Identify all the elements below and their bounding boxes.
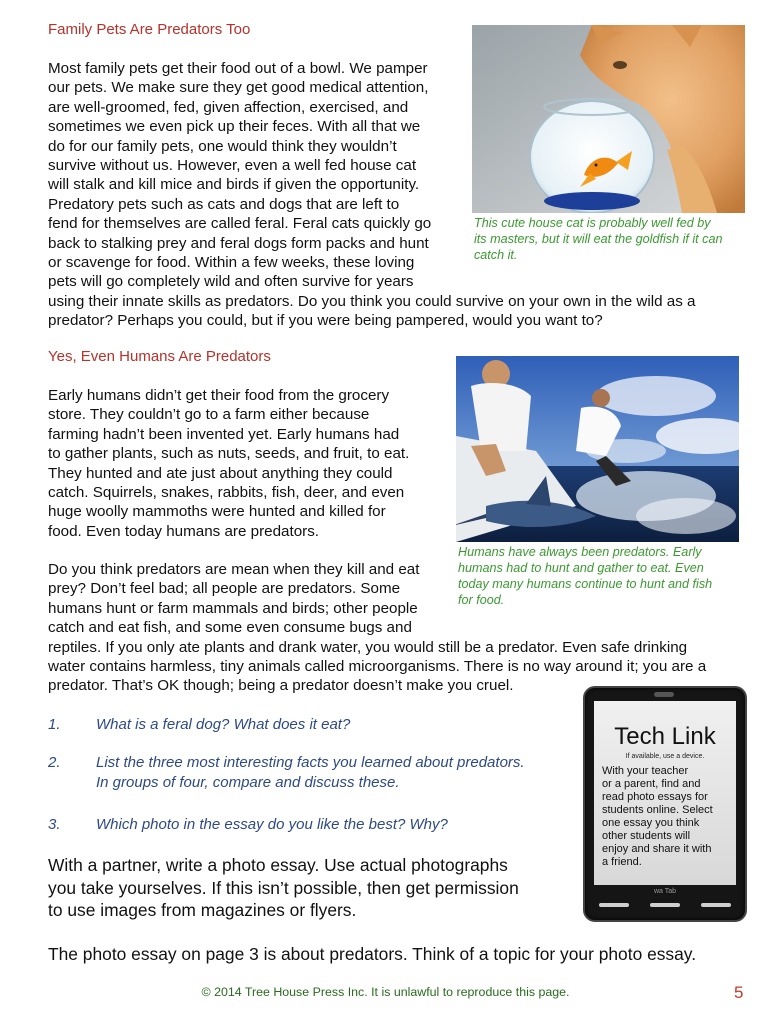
text-line: With a partner, write a photo essay. Use actual photographs	[48, 855, 508, 875]
text-line: do for our family pets, one would think they wouldn’t	[48, 137, 397, 155]
question-text: List the three most interesting facts you learned about predators.	[96, 754, 525, 771]
tablet-camera	[654, 692, 674, 697]
text-line: students online. Select	[602, 804, 713, 816]
text-line: you take yourselves. If this isn’t possible, then get permission	[48, 877, 519, 898]
page-number: 5	[734, 983, 744, 1002]
tablet-button-home	[650, 903, 680, 907]
tablet-button-left	[599, 903, 629, 907]
text-line: or a parent, find and	[602, 778, 701, 790]
text-line: other students will	[602, 830, 691, 842]
text-line: reptiles. If you only ate plants and drank water, you would still be a predator. Even safe drinking	[48, 638, 688, 656]
text-line: catch. Squirrels, snakes, rabbits, fish, deer, and even	[48, 484, 405, 502]
tech-link-title: Tech Link	[614, 723, 716, 750]
tablet-brand: wa Tab	[653, 888, 677, 895]
text-line: back to stalking prey and feral dogs form packs and hunt	[48, 234, 429, 252]
text-line: Early humans didn’t get their food from the grocery	[48, 387, 390, 404]
text-line: to use images from magazines or flyers.	[48, 900, 357, 920]
fishing-photo-caption	[458, 544, 712, 608]
activity-instructions	[48, 854, 568, 922]
caption-line: for food.	[458, 593, 505, 607]
cat-goldfish-photo	[472, 25, 745, 213]
text-line: our pets. We make sure they get good medical attention,	[48, 79, 429, 97]
closing-sentence: The photo essay on page 3 is about predators. Think of a topic for your photo essay.	[48, 944, 697, 964]
caption-line: today many humans continue to hunt and fish	[458, 577, 713, 591]
tablet-button-right	[701, 903, 731, 907]
text-line: using their innate skills as predators. Do you think you could survive on your own in the wild as a	[48, 292, 696, 310]
question-number: 1.	[48, 716, 61, 733]
question-number: 2.	[48, 754, 61, 771]
text-line: humans hunt or farm mammals and birds; other people	[48, 599, 418, 617]
section-heading-humans: Yes, Even Humans Are Predators	[48, 348, 271, 365]
question-text: In groups of four, compare and discuss these.	[96, 773, 400, 791]
text-line: water contains harmless, tiny animals called microorganisms. There is no way around it; you are a	[48, 658, 707, 676]
text-line: to gather plants, such as nuts, seeds, and fruit, to eat.	[48, 445, 410, 463]
text-line: farming hadn’t been invented yet. Early humans had	[48, 425, 400, 443]
copyright-footer: © 2014 Tree House Press Inc. It is unlawful to reproduce this page.	[201, 985, 570, 999]
text-line: With your teacher	[602, 765, 689, 777]
text-line: prey? Don’t feel bad; all people are predators. Some	[48, 580, 401, 598]
text-line: read photo essays for	[602, 791, 708, 803]
text-line: They hunted and ate just about anything they could	[48, 464, 393, 482]
caption-line: its masters, but it will eat the goldfish if it can	[474, 232, 723, 246]
text-line: Most family pets get their food out of a bowl. We pamper	[48, 60, 428, 77]
text-line: one essay you think	[602, 817, 700, 829]
text-line: or scavenge for food. Within a few weeks, these loving	[48, 254, 415, 272]
fishing-photo	[456, 356, 739, 542]
text-line: catch and eat fish, and some even consume bugs and	[48, 619, 412, 637]
question-text: What is a feral dog? What does it eat?	[96, 716, 351, 733]
tech-link-text	[602, 765, 713, 869]
caption-line: catch it.	[474, 248, 518, 262]
section-heading-pets: Family Pets Are Predators Too	[48, 21, 251, 38]
tech-link-tablet	[583, 686, 747, 922]
question-3	[48, 815, 568, 835]
text-line: are well-groomed, fed, given affection, exercised, and	[48, 98, 409, 116]
humans-paragraph-1	[48, 386, 448, 541]
text-line: Do you think predators are mean when they kill and eat	[48, 561, 420, 578]
text-line: enjoy and share it with	[602, 843, 712, 855]
caption-line: humans had to hunt and gather to eat. Even	[458, 561, 704, 575]
text-line: a friend.	[602, 856, 642, 868]
question-1	[48, 715, 568, 735]
text-line: pets will go completely wild and often survive for years	[48, 273, 414, 291]
question-number: 3.	[48, 816, 61, 833]
text-line: survive without us. However, even a well fed house cat	[48, 157, 417, 175]
caption-line: This cute house cat is probably well fed by	[474, 216, 711, 230]
text-line: sometimes we even pick up their feces. With all that we	[48, 118, 421, 136]
caption-line: Humans have always been predators. Early	[458, 545, 702, 559]
tablet-screen	[594, 701, 736, 885]
text-line: store. They couldn’t go to a farm either because	[48, 406, 370, 424]
text-line: Predatory pets such as cats and dogs that are left to	[48, 195, 400, 213]
text-line: will stalk and kill mice and birds if given the opportunity.	[48, 176, 420, 194]
text-line: food. Even today humans are predators.	[48, 522, 320, 540]
question-text: Which photo in the essay do you like the best? Why?	[96, 816, 448, 833]
text-line: huge woolly mammoths were hunted and killed for	[48, 503, 386, 521]
text-line: predator. That’s OK though; being a predator doesn’t make you cruel.	[48, 677, 514, 695]
text-line: predator? Perhaps you could, but if you were being pampered, would you want to?	[48, 312, 603, 330]
cat-photo-caption	[474, 215, 722, 263]
question-2	[48, 753, 568, 793]
text-line: fend for themselves are called feral. Feral cats quickly go	[48, 215, 432, 233]
tech-link-note: If available, use a device.	[625, 753, 705, 760]
